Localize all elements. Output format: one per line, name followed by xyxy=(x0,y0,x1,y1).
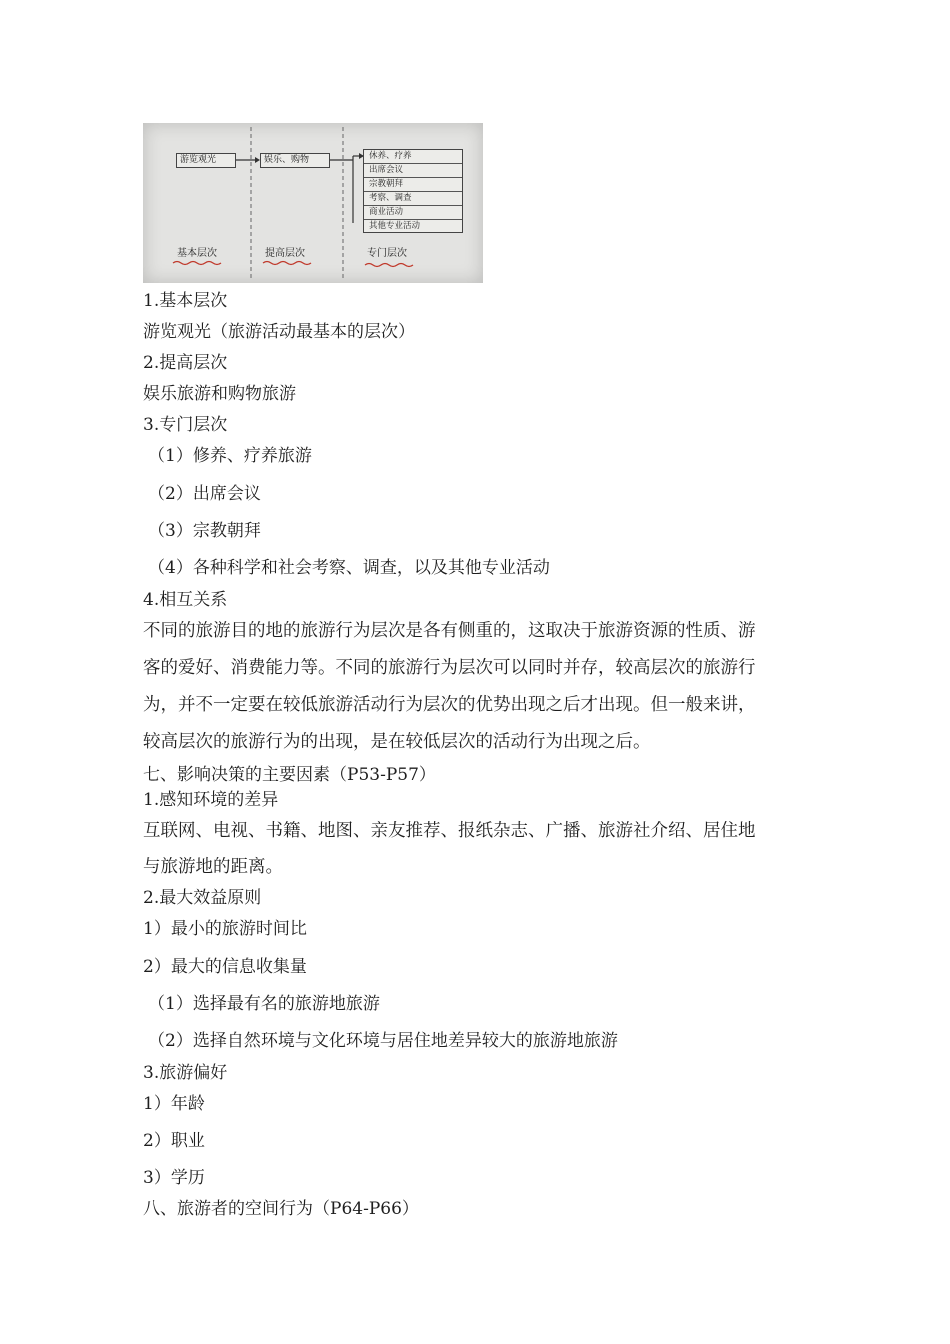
underline-basic xyxy=(173,262,221,265)
list-item: （1）选择最有名的旅游地旅游 xyxy=(148,994,380,1014)
list-item: 1）年龄 xyxy=(143,1094,205,1114)
underline-advanced xyxy=(263,262,311,265)
list-item: 1）最小的旅游时间比 xyxy=(143,919,307,939)
list-item: 考察、调查 xyxy=(364,192,462,206)
list-item: 宗教朝拜 xyxy=(364,178,462,192)
underline-special xyxy=(365,264,413,267)
paragraph-line: 较高层次的旅游行为的出现，是在较低层次的活动行为出现之后。 xyxy=(143,732,651,752)
list-item: （4）各种科学和社会考察、调查，以及其他专业活动 xyxy=(148,558,550,578)
list-item: （3）宗教朝拜 xyxy=(148,521,261,541)
section-heading-7: 七、影响决策的主要因素（P53-P57） xyxy=(143,765,436,785)
level-label-special: 专门层次 xyxy=(367,248,407,259)
paragraph-line: 互联网、电视、书籍、地图、亲友推荐、报纸杂志、广播、旅游社介绍、居住地 xyxy=(143,821,756,841)
heading-basic-level: 1.基本层次 xyxy=(143,291,228,311)
heading-advanced-level: 2.提高层次 xyxy=(143,353,228,373)
list-item: （2）出席会议 xyxy=(148,484,261,504)
list-item: 3）学历 xyxy=(143,1168,205,1188)
level-label-advanced: 提高层次 xyxy=(265,248,305,259)
heading-relationship: 4.相互关系 xyxy=(143,590,228,610)
level-label-basic: 基本层次 xyxy=(177,248,217,259)
heading-preference: 3.旅游偏好 xyxy=(143,1063,228,1083)
paragraph-line: 为，并不一定要在较低旅游活动行为层次的优势出现之后才出现。但一般来讲， xyxy=(143,695,756,715)
special-activities-list xyxy=(363,149,463,233)
paragraph-line: 不同的旅游目的地的旅游行为层次是各有侧重的，这取决于旅游资源的性质、游 xyxy=(143,621,756,641)
tourism-levels-figure xyxy=(143,123,483,283)
list-item: （1）修养、疗养旅游 xyxy=(148,446,312,466)
box-sightseeing: 游览观光 xyxy=(176,153,236,168)
text-line: 游览观光（旅游活动最基本的层次） xyxy=(143,322,415,342)
paragraph-line: 客的爱好、消费能力等。不同的旅游行为层次可以同时并存，较高层次的旅游行 xyxy=(143,658,756,678)
text-line: 娱乐旅游和购物旅游 xyxy=(143,384,296,404)
list-item: 2）职业 xyxy=(143,1131,205,1151)
heading-max-benefit: 2.最大效益原则 xyxy=(143,888,262,908)
list-item: （2）选择自然环境与文化环境与居住地差异较大的旅游地旅游 xyxy=(148,1031,618,1051)
list-item: 休养、疗养 xyxy=(364,150,462,164)
heading-perception: 1.感知环境的差异 xyxy=(143,790,279,810)
section-heading-8: 八、旅游者的空间行为（P64-P66） xyxy=(143,1199,419,1219)
paragraph-line: 与旅游地的距离。 xyxy=(143,857,283,877)
box-entertainment-shopping: 娱乐、购物 xyxy=(260,153,330,168)
list-item: 2）最大的信息收集量 xyxy=(143,957,307,977)
heading-special-level: 3.专门层次 xyxy=(143,415,228,435)
list-item: 其他专业活动 xyxy=(369,221,421,231)
list-item: 商业活动 xyxy=(364,206,462,220)
list-item: 出席会议 xyxy=(364,164,462,178)
